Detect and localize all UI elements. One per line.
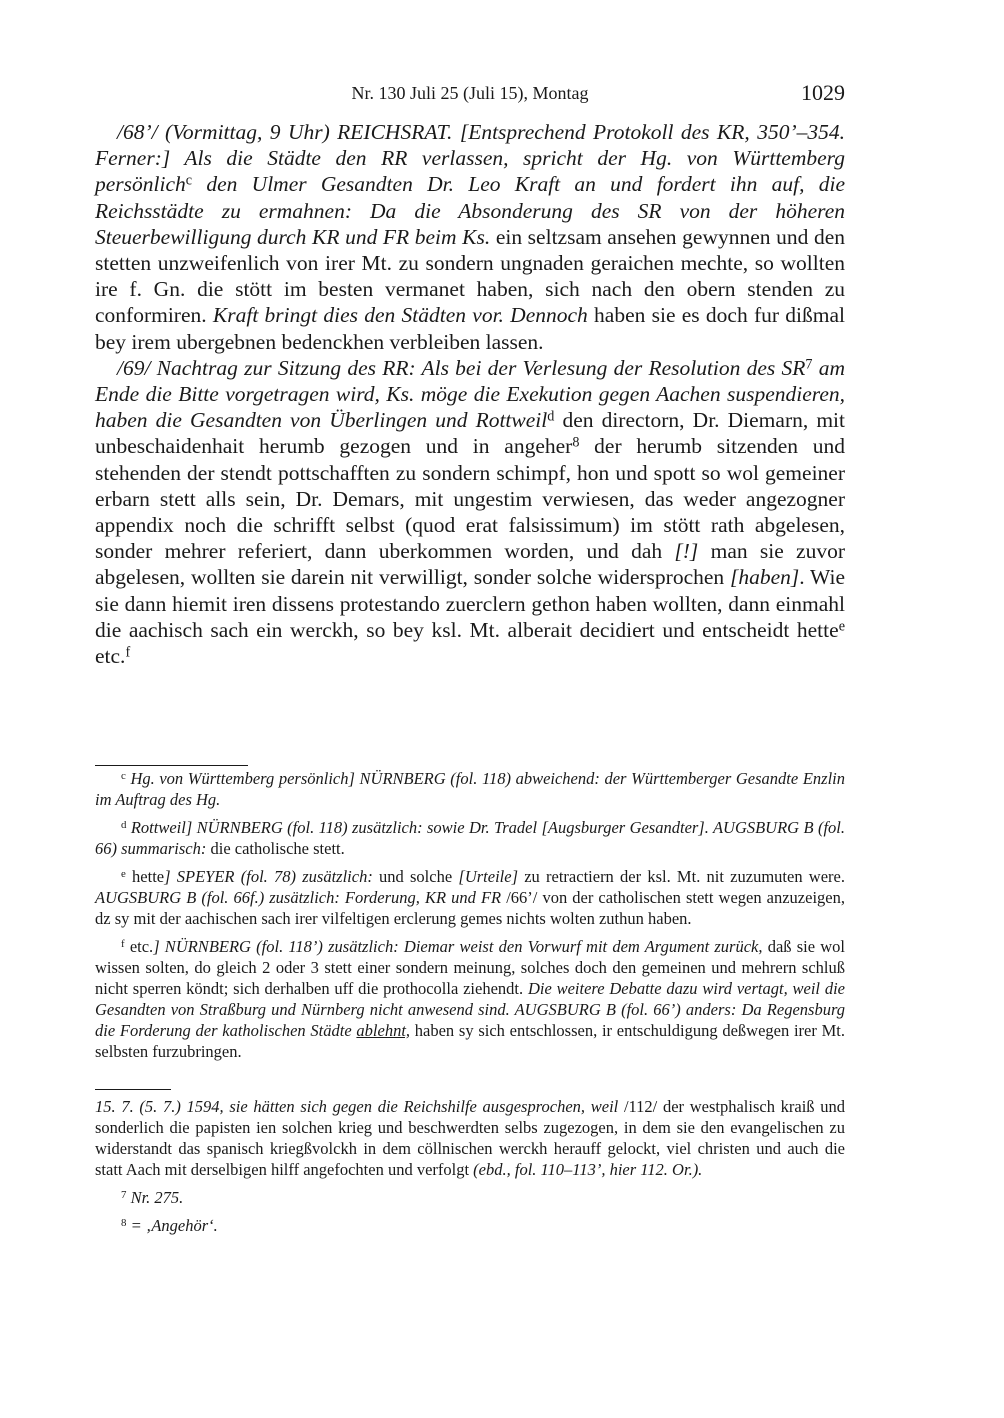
footnote-f — [95, 936, 845, 1062]
p2-s3: den directorn, Dr. Diemarn, mit unbeschaidenhait herumb gezogen und in angeher — [95, 408, 845, 459]
p2-s6: man sie zuvor abgelesen, wollten sie darein nit verwilligt, sonder solche widersprochen — [95, 539, 845, 590]
footnote-ref-e: e — [838, 618, 845, 635]
footnote-e-i2: [Urteile] — [458, 867, 518, 886]
footnote-e — [95, 866, 845, 929]
cont-i1: 15. 7. (5. 7.) 1594, sie hätten sich gegen die Reichshilfe ausgesprochen, weil — [95, 1097, 619, 1116]
cont-i2: (ebd., fol. 110–113’, hier 112. Or.). — [473, 1160, 703, 1179]
p2-s4: der herumb sitzenden und stehenden der stendt pottschafften zu sondern schimpf, hon und spott so wol gemeiner erbarn stett alls sein, Dr. Demars, mit ungestim verwiesen, das weder angezogner appendix noch die schrifft selbst (quod erat falsissimum) im stött rath abgelesen, sonder mehrer referiert, dann uberkommen worden, und dah — [95, 434, 845, 564]
footnote-f-r2: daß sie wol wissen solten, do gleich 2 oder 3 stett einer sondern meinung, solches doch den gemeinen und mehrern schluß nicht sperren köndt; sich derhalben uff die prothocolla ziehendt. — [95, 937, 846, 998]
footnote-f-r1: etc. — [124, 937, 154, 956]
footnote-f-mark: f — [121, 938, 125, 951]
p2-s5: [!] — [674, 539, 699, 564]
footnote-7-text: Nr. 275. — [126, 1188, 184, 1207]
footnote-8-text: = ‚Angehör‘. — [126, 1216, 218, 1235]
footnote-f-r3: haben sy sich entschlossen, ir entschuldigung deßwegen irer Mt. selbsten furzubringen. — [95, 1021, 845, 1061]
numbered-footnotes — [95, 1096, 845, 1243]
critical-footnotes — [95, 768, 845, 1069]
footnote-c — [95, 768, 845, 810]
p1-s1: /68’/ (Vormittag, 9 Uhr) REICHSRAT. [Entsprechend Protokoll des KR, 350’–354. Ferner:] Als die Städte den RR verlassen, spricht der Hg. von Württemberg persönlich — [95, 120, 845, 197]
footnote-8-mark: 8 — [121, 1217, 127, 1230]
footnote-c-text: Hg. von Württemberg persönlich] NÜRNBERG (fol. 118) abweichend: der Württemberger Gesandte Enzlin im Auftrag des Hg. — [95, 769, 845, 809]
footnote-d — [95, 817, 845, 859]
p2-s2: am Ende die Bitte vorgetragen wird, Ks. möge die Exekution gegen Aachen suspendieren, haben die Gesandten von Überlingen und Rottweil — [95, 355, 845, 433]
page-number: 1029 — [801, 80, 845, 105]
p1-s5: haben sie es doch fur dißmal bey irem ubergebnen bedenckhen verbleiben lassen. — [95, 303, 845, 354]
running-header — [95, 80, 845, 108]
main-text — [95, 119, 845, 669]
footnote-f-i1: ] NÜRNBERG (fol. 118’) zusätzlich: Diemar weist den Vorwurf mit dem Argument zurück, — [153, 937, 763, 956]
p2-s1: /69/ Nachtrag zur Sitzung des RR: Als bei der Verlesung der Resolution des SR — [117, 355, 806, 380]
footnote-ref-c: c — [185, 173, 193, 190]
footnote-d-r1: die catholische stett. — [206, 839, 345, 858]
footnote-8 — [95, 1215, 845, 1236]
footnote-ref-d: d — [547, 408, 555, 425]
footnote-e-r1: hette — [125, 867, 165, 886]
footnote-d-i1: Rottweil] NÜRNBERG (fol. 118) zusätzlich: sowie Dr. Tradel [Augsburger Gesandter]. AUGSBURG B (fol. 66) summarisch: — [95, 818, 845, 858]
footnote-d-mark: d — [121, 819, 127, 832]
endnote-rule — [95, 1089, 171, 1090]
paragraph-68 — [95, 119, 845, 355]
footnote-6-continued — [95, 1096, 845, 1180]
paragraph-69 — [95, 355, 845, 669]
footnote-rule — [95, 765, 248, 766]
footnote-e-mark: e — [121, 868, 126, 881]
footnote-e-i3: AUGSBURG B (fol. 66f.) zusätzlich: Forderung, KR und FR — [95, 888, 502, 907]
document-page — [95, 0, 845, 1418]
footnote-ref-f: f — [125, 644, 131, 661]
footnote-e-r2: und solche — [372, 867, 459, 886]
footnote-c-mark: c — [121, 770, 126, 783]
footnote-7 — [95, 1187, 845, 1208]
footnote-7-mark: 7 — [121, 1189, 127, 1202]
footnote-ref-8: 8 — [572, 435, 580, 452]
footnote-e-r3: zu retractiern der ksl. Mt. nit zuzumuten were. — [518, 867, 845, 886]
footnote-e-i1: ] SPEYER (fol. 78) zusätzlich: — [164, 867, 373, 886]
footnote-f-i3: ablehnt, — [356, 1021, 411, 1040]
footnote-f-i2: Die weitere Debatte dazu wird vertagt, weil die Gesandten von Straßburg und Nürnberg nicht anwesend sind. AUGSBURG B (fol. 66’) anders: Da Regensburg die Forderung der katholischen Städte — [95, 979, 845, 1040]
p2-s8: . Wie sie dann hiemit iren dissens protestando zuerclern gethon haben wollten, dann einmahl die aachisch sach ein werckh, so bey ksl. Mt. alberait decidiert und entscheidt hette — [95, 565, 845, 642]
p1-s3: ein seltzsam ansehen gewynnen und den stetten unzweifenlich von irer Mt. zu sondern ungnaden geraichen mechte, so wollten ire f. Gn. die stött im besten vermanet haben, sich nach den obern stenden zu conformiren. — [95, 224, 845, 328]
p1-s4: Kraft bringt dies den Städten vor. Dennoch — [212, 303, 588, 328]
footnote-ref-7: 7 — [805, 356, 813, 373]
p2-s7: [haben] — [729, 565, 800, 590]
footnote-e-r4: /66’/ von der catholischen stett wegen anzuzeigen, dz sy mit der aachischen sach irer vilfeltigen erclerung gemes nichts wolten zuthun haben. — [95, 888, 845, 928]
cont-r1: /112/ der westphalisch kraiß und sonderlich die papisten ien solchen krieg und beschwerdten selbs zugezogen, in dem sie den evangelischen zu widerstandt das spanisch kriegßvolckh in dem cöllnischen werckh herauff gelockt, viel christen und auch die statt Aach mit derselbigen hilff angefochten und verfolgt — [95, 1097, 845, 1179]
p1-s2: den Ulmer Gesandten Dr. Leo Kraft an und fordert ihn auf, die Reichsstädte zu ermahnen: Da die Absonderung des SR von der höheren Steuerbewilligung durch KR und FR beim Ks. — [95, 172, 845, 249]
header-title: Nr. 130 Juli 25 (Juli 15), Montag — [351, 83, 589, 103]
p2-s9: etc. — [95, 644, 126, 669]
